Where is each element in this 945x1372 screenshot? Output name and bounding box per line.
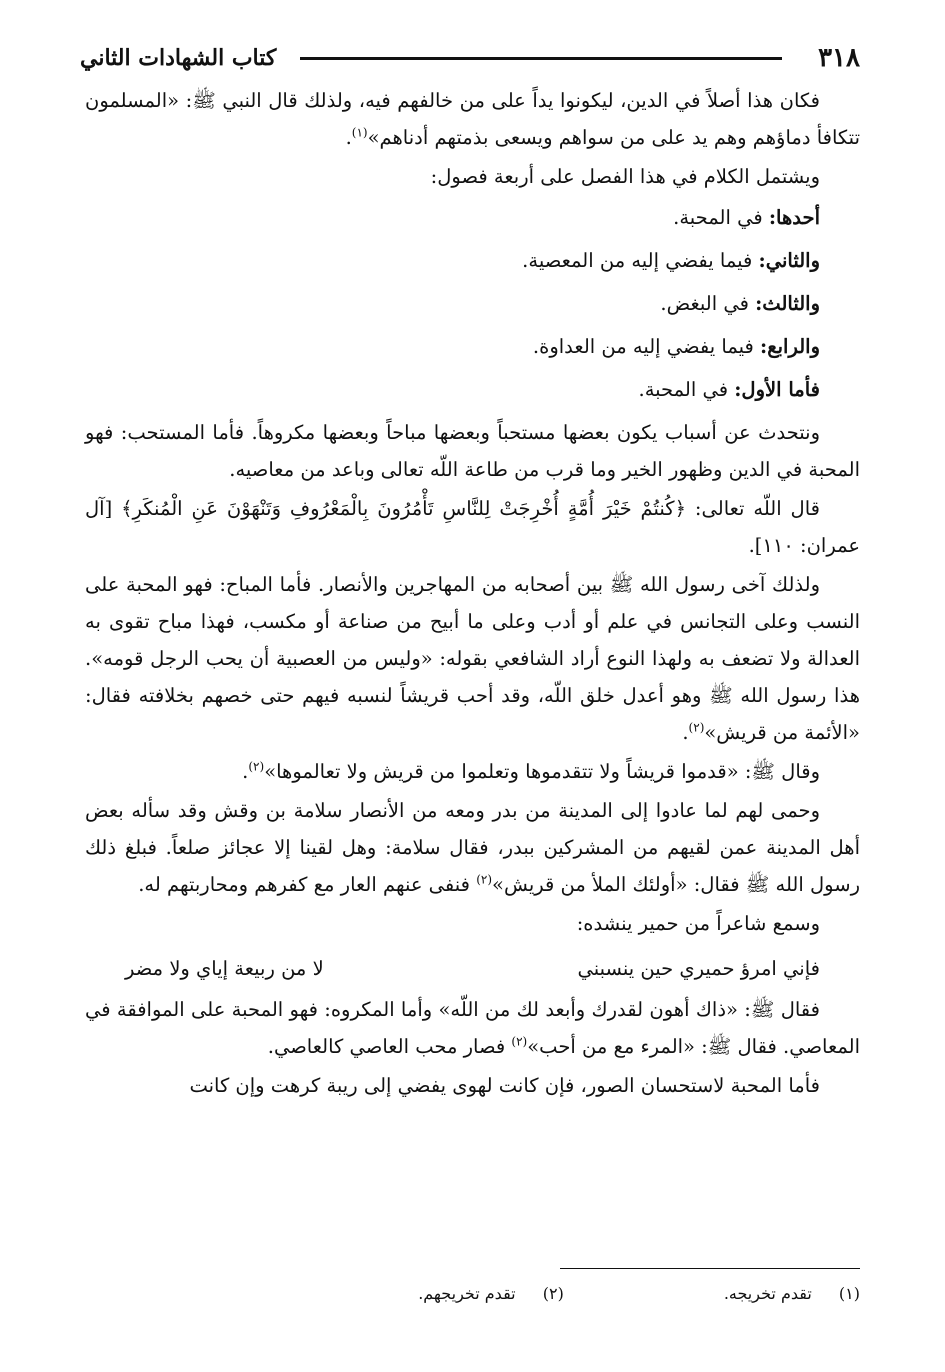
footnotes bbox=[85, 1284, 860, 1303]
list-item bbox=[85, 285, 860, 322]
page-body bbox=[85, 82, 860, 1106]
footnote bbox=[418, 1284, 564, 1303]
book-title: كتاب الشهادات الثاني bbox=[80, 45, 277, 71]
footnote-number: (٢) bbox=[542, 1284, 564, 1303]
list-item-text: في البغض. bbox=[660, 292, 756, 315]
footnote-ref: (٢) bbox=[476, 872, 493, 887]
paragraph: وسمع شاعراً من حمير ينشده: bbox=[576, 912, 820, 935]
list-item bbox=[85, 242, 860, 279]
paragraph-text: فكان هذا أصلاً في الدين، ليكونوا يداً على من خالفهم فيه، ولذلك قال النبي ﷺ: «المسلمون تتكافأ دماؤهم وهم يد على من سواهم ويسعى بذمتهم أدناهم» bbox=[85, 89, 860, 149]
footnote-text: تقدم تخريجه. bbox=[723, 1284, 812, 1303]
paragraph bbox=[85, 792, 860, 903]
list-item-label: والثالث: bbox=[755, 292, 820, 315]
paragraph bbox=[85, 991, 860, 1065]
paragraph: ويشتمل الكلام في هذا الفصل على أربعة فصول: bbox=[430, 165, 820, 188]
paragraph-text: . bbox=[682, 721, 689, 744]
paragraph-text: وقال ﷺ: «قدموا قريشاً ولا تتقدموها وتعلموا من قريش ولا تعالموها» bbox=[264, 760, 820, 783]
paragraph bbox=[85, 566, 860, 751]
verse-second-hemistich: لا من ربيعة إياي ولا مضر bbox=[125, 957, 324, 980]
paragraph bbox=[85, 753, 860, 790]
verse-first-hemistich: فإني امرؤ حميري حين ينسبني bbox=[577, 957, 820, 980]
list-item-text: في المحبة. bbox=[638, 378, 735, 401]
footnote-ref: (٢) bbox=[248, 759, 265, 774]
list-item bbox=[85, 328, 860, 365]
paragraph-text: . bbox=[242, 760, 249, 783]
list-item-label: فأما الأول: bbox=[734, 378, 820, 401]
footnote-text: تقدم تخريجهم. bbox=[418, 1284, 516, 1303]
footnote-ref: (٢) bbox=[688, 720, 705, 735]
list-item-label: والرابع: bbox=[760, 335, 820, 358]
list-item-text: في المحبة. bbox=[673, 206, 769, 229]
footnote-rule bbox=[560, 1268, 860, 1269]
list-item-label: أحدها: bbox=[768, 206, 820, 229]
list-item-text: فيما يفضي إليه من العداوة. bbox=[532, 335, 761, 358]
running-header bbox=[80, 38, 860, 78]
paragraph-text: فقال ﷺ: «ذاك أهون لقدرك وأبعد لك من اللّه» وأما المكروه: فهو المحبة على الموافقة في المعاصي. فقال ﷺ: «المرء مع من أحب» bbox=[85, 998, 860, 1058]
page-number: ٣١٨ bbox=[818, 43, 860, 73]
paragraph-text: وحمى لهم لما عادوا إلى المدينة من بدر ومعه من الأنصار سلامة بن وقش وقد سأله بعض أهل المدينة عمن لقيهم من المشركين ببدر، فقال سلامة: وهل لقينا إلا عجائز صلعاً. فبلغ ذلك رسول الله ﷺ فقال: «أولئك الملأ من قريش» bbox=[85, 799, 860, 896]
paragraph-text: فصار محب العاصي كالعاصي. bbox=[267, 1035, 512, 1058]
list-item bbox=[85, 371, 860, 408]
footnote-number: (١) bbox=[838, 1284, 860, 1303]
paragraph-text: فنفى عنهم العار مع كفرهم ومحاربتهم له. bbox=[138, 873, 477, 896]
footnote-ref: (٢) bbox=[511, 1034, 528, 1049]
footnote-ref: (١) bbox=[351, 125, 368, 140]
list-item-label: والثاني: bbox=[758, 249, 820, 272]
paragraph bbox=[85, 82, 860, 156]
header-rule bbox=[300, 57, 782, 60]
paragraph: فأما المحبة لاستحسان الصور، فإن كانت لهوى يفضي إلى ريبة كرهت وإن كانت bbox=[189, 1074, 820, 1097]
footnote bbox=[724, 1284, 860, 1303]
paragraph: ونتحدث عن أسباب يكون بعضها مستحباً وبعضها مباحاً وبعضها مكروهاً. فأما المستحب: فهو المحبة في الدين وظهور الخير وما قرب من طاعة اللّه تعالى وباعد من معاصيه. bbox=[85, 421, 860, 481]
list-item bbox=[85, 199, 860, 236]
poetry-verse bbox=[85, 944, 860, 991]
paragraph-text: . bbox=[345, 126, 352, 149]
quran-paragraph: قال اللّه تعالى: ﴿كُنتُمْ خَيْرَ أُمَّةٍ أُخْرِجَتْ لِلنَّاسِ تَأْمُرُونَ بِالْمَعْرُوفِ وَتَنْهَوْنَ عَنِ الْمُنكَرِ﴾ [آل عمران: ١١٠]. bbox=[85, 497, 860, 557]
paragraph-text: ولذلك آخى رسول الله ﷺ بين أصحابه من المهاجرين والأنصار. فأما المباح: فهو المحبة على النسب وعلى التجانس في علم أو أدب وعلى ما أبيح من صناعة أو مكسب، فهذا مباح تقوى به العدالة ولا تضعف به ولهذا النوع أراد الشافعي بقوله: «وليس من العصبية أن يحب الرجل قومه». هذا رسول الله ﷺ وهو أعدل خلق اللّه، وقد أحب قريشاً لنسبه فيهم حتى خصهم بخلافته فقال: «الأئمة من قريش» bbox=[85, 573, 860, 744]
list-item-text: فيما يفضي إليه من المعصية. bbox=[522, 249, 759, 272]
